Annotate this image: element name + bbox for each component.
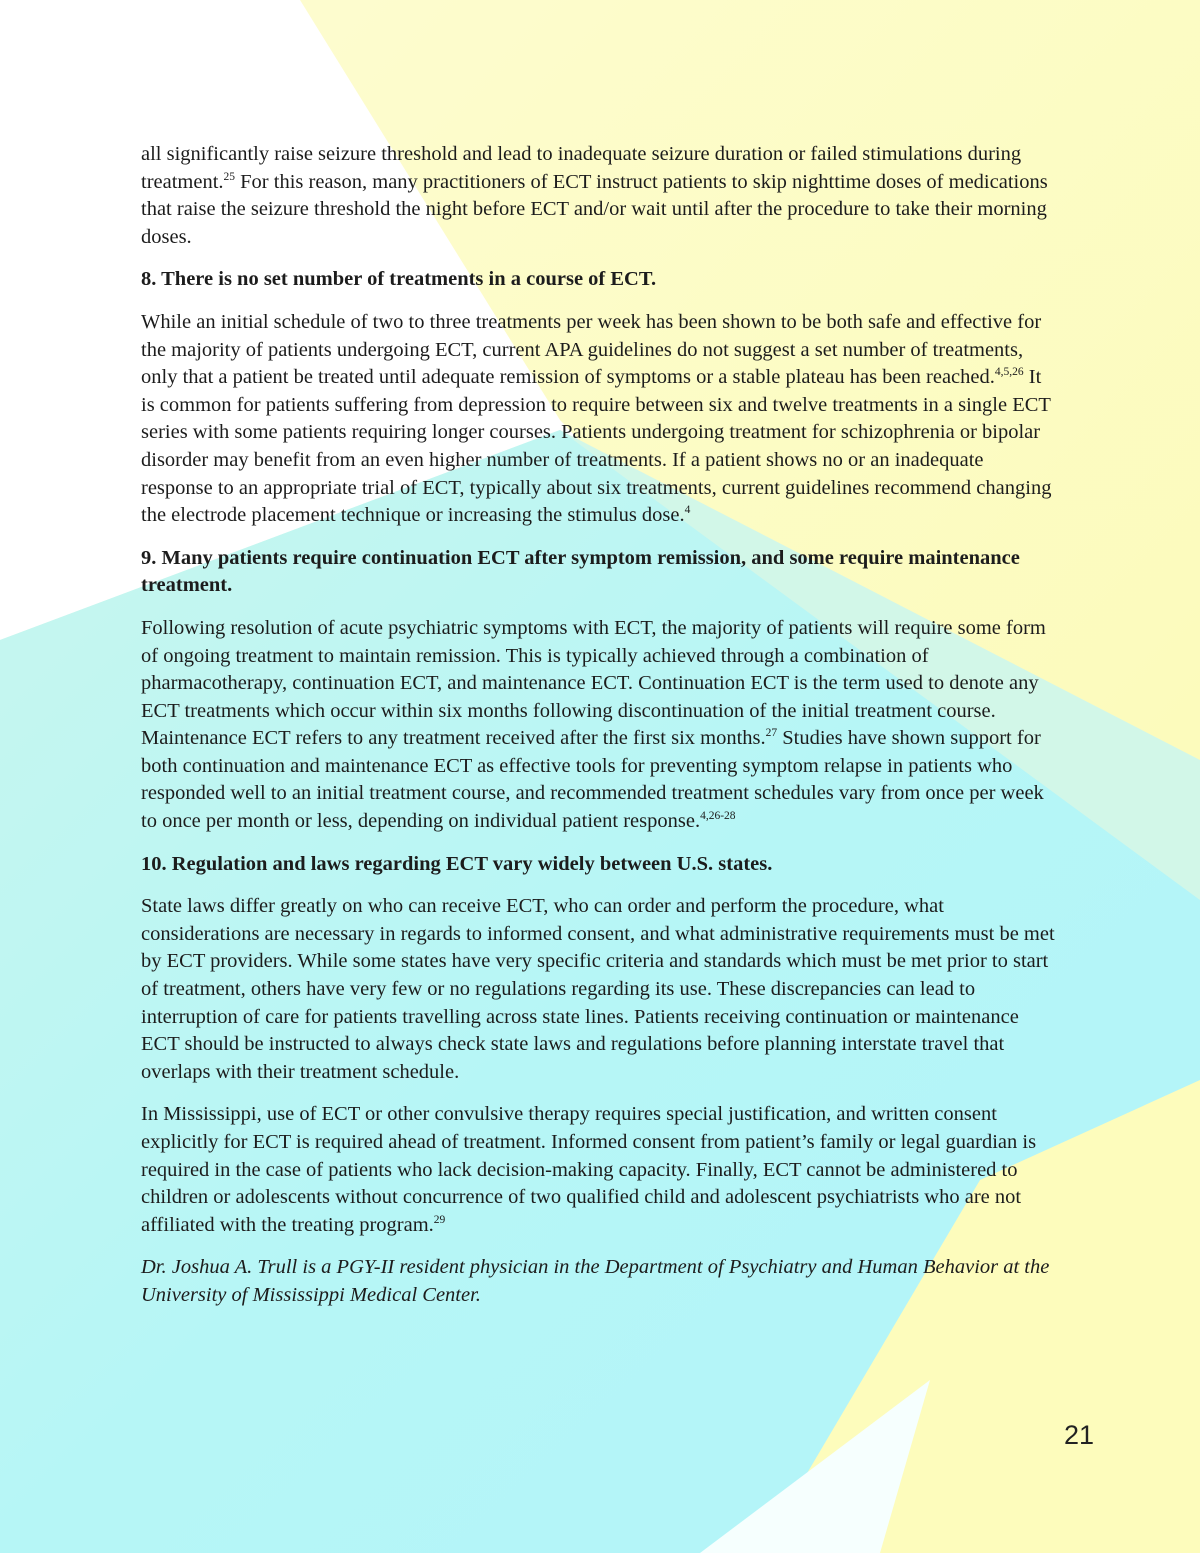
section-9-paragraph: Following resolution of acute psychiatric symptoms with ECT, the majority of patients will require some form of ongoing treatment to maintain remission. This is typically achieved through a combination of pharmacotherapy, continuation ECT, and maintenance ECT. Continuation ECT is the term used to denote any ECT treatments which occur within six months following discontinuation of the initial treatment course. Maintenance ECT refers to any treatment received after the first six months.$^{27}$ Studies have shown support for both continuation and maintenance ECT as effective tools for preventing symptom relapse in patients who responded well to an initial treatment course, and recommended treatment schedules vary from once per week to once per month or less, depending on individual patient response.$^{4,26-28}$ bbox=[141, 616, 1046, 833]
section-8-paragraph: While an initial schedule of two to three treatments per week has been shown to be both safe and effective for the majority of patients undergoing ECT, current APA guidelines do not suggest a set number of treatments, only that a patient be treated until adequate remission of symptoms or a stable plateau has been reached.$^{4,5,26}$ It is common for patients suffering from depression to require between six and twelve treatments in a single ECT series with some patients requiring longer courses. Patients undergoing treatment for schizophrenia or bipolar disorder may benefit from an even higher number of treatments. If a patient shows no or an inadequate response to an appropriate trial of ECT, typically about six treatments, current guidelines recommend changing the electrode placement technique or increasing the stimulus dose.$^4$ bbox=[141, 310, 1052, 527]
intro-paragraph: all significantly raise seizure threshold and lead to inadequate seizure duration or failed stimulations during treatment.$^{25}$ For this reason, many practitioners of ECT instruct patients to skip nighttime doses of medications that raise the seizure threshold the night before ECT and/or wait until after the procedure to take their morning doses. bbox=[141, 143, 1048, 248]
page-number: 21 bbox=[1063, 1420, 1094, 1450]
section-10-heading: 10. Regulation and laws regarding ECT vary widely between U.S. states. bbox=[141, 852, 773, 875]
section-10-paragraph-2: In Mississippi, use of ECT or other convulsive therapy requires special justification, and written consent explicitly for ECT is required ahead of treatment. Informed consent from patient’s family or legal guardian is required in the case of patients who lack decision-making capacity. Finally, ECT cannot be administered to children or adolescents without concurrence of two qualified child and adolescent psychiatrists who are not affiliated with the treating program.$^{29}$ bbox=[141, 1103, 1037, 1236]
citation: 27 bbox=[765, 727, 778, 740]
citation: 4,26-28 bbox=[700, 810, 736, 823]
citation: 25 bbox=[223, 170, 236, 183]
author-bio: Dr. Joshua A. Trull is a PGY-II resident physician in the Department of Psychiatry and Human Behavior at the University of Mississippi Medical Center. bbox=[141, 1256, 1050, 1306]
article-body bbox=[141, 141, 1059, 1325]
section-10-paragraph-1: State laws differ greatly on who can receive ECT, who can order and perform the procedure, what considerations are necessary in regards to informed consent, and what administrative requirements must be met by ECT providers. While some states have very specific criteria and standards which must be met prior to start of treatment, others have very few or no regulations regarding its use. These discrepancies can lead to interruption of care for patients travelling across state lines. Patients receiving continuation or maintenance ECT should be instructed to always check state laws and regulations before planning interstate travel that overlaps with their treatment schedule. bbox=[141, 895, 1055, 1083]
citation: 29 bbox=[433, 1213, 446, 1226]
citation: 4 bbox=[684, 504, 691, 517]
citation: 4,5,26 bbox=[994, 366, 1024, 379]
section-8-heading: 8. There is no set number of treatments in a course of ECT. bbox=[141, 268, 657, 291]
section-9-heading: 9. Many patients require continuation ECT after symptom remission, and some require maintenance treatment. bbox=[141, 546, 1020, 597]
